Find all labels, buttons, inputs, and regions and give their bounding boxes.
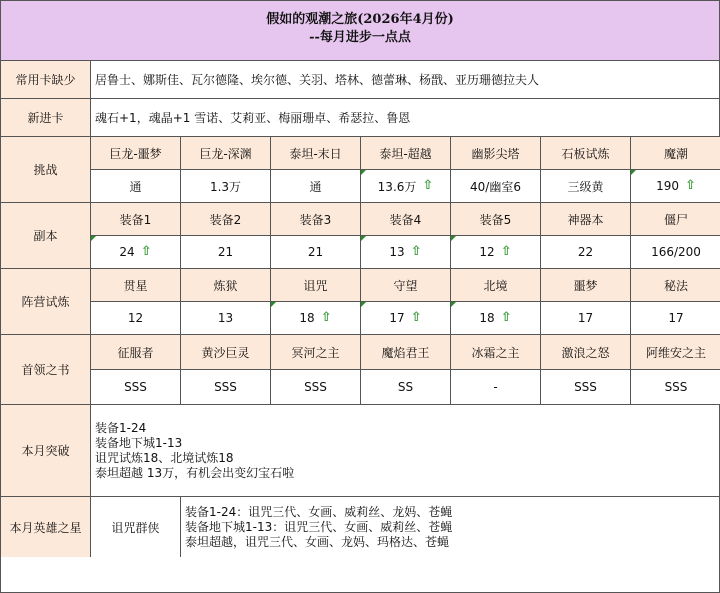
value-cell (181, 370, 271, 404)
value-text: 166/200 (651, 245, 701, 259)
new-cards-label: 新进卡 (1, 99, 91, 136)
boss-book-label: 首领之书 (1, 335, 91, 404)
value-text: 21 (217, 245, 234, 259)
up-arrow-icon: ⇧ (140, 244, 152, 259)
value-cell (91, 302, 181, 334)
hero-star-list (181, 497, 719, 557)
missing-cards-row (1, 61, 719, 99)
value-text: 17 (389, 311, 405, 325)
faction-header-row (91, 269, 720, 301)
breakthrough-line: 装备1-24 (95, 420, 147, 435)
value-cell (271, 370, 361, 404)
value-text: 40/幽室6 (470, 179, 521, 194)
header-cell: 幽影尖塔 (451, 137, 541, 169)
value-text: - (493, 380, 498, 394)
breakthrough-row (1, 405, 719, 497)
up-arrow-icon: ⇧ (320, 310, 332, 325)
value-cell (541, 302, 631, 334)
value-cell (361, 302, 451, 334)
value-cell (541, 170, 631, 202)
hero-star-row (1, 497, 719, 557)
breakthrough-list (91, 405, 719, 496)
up-arrow-icon: ⇧ (500, 310, 512, 325)
header-cell: 装备1 (91, 203, 181, 235)
header-cell: 征服者 (91, 335, 181, 369)
dungeon-value-row (91, 235, 720, 268)
value-text: 18 (299, 311, 315, 325)
value-text: 通 (309, 179, 322, 194)
header-cell: 装备4 (361, 203, 451, 235)
header-cell: 石板试炼 (541, 137, 631, 169)
title-block (1, 1, 719, 61)
new-cards-row (1, 99, 719, 137)
boss-book-grid (91, 335, 720, 404)
faction-label: 阵营试炼 (1, 269, 91, 334)
header-cell: 巨龙-深渊 (181, 137, 271, 169)
header-cell: 贯星 (91, 269, 181, 301)
value-cell (181, 302, 271, 334)
value-text: 通 (129, 179, 142, 194)
value-cell (451, 370, 541, 404)
value-cell (451, 170, 541, 202)
value-text: 18 (479, 311, 495, 325)
value-text: 21 (307, 245, 324, 259)
dungeon-row (1, 203, 719, 269)
value-text: 17 (577, 311, 594, 325)
value-cell (91, 170, 181, 202)
value-cell (631, 236, 720, 268)
header-cell: 炼狱 (181, 269, 271, 301)
header-cell: 巨龙-噩梦 (91, 137, 181, 169)
header-cell: 北境 (451, 269, 541, 301)
breakthrough-line: 诅咒试炼18、北境试炼18 (95, 450, 234, 465)
value-cell (361, 370, 451, 404)
hero-star-line: 装备1-24：诅咒三代、女画、威莉丝、龙妈、苍蝇 (185, 504, 453, 519)
header-cell: 阿维安之主 (631, 335, 720, 369)
header-cell: 神器本 (541, 203, 631, 235)
value-cell (271, 236, 361, 268)
dungeon-grid (91, 203, 720, 268)
dungeon-label: 副本 (1, 203, 91, 268)
value-cell (541, 236, 631, 268)
boss-book-value-row (91, 369, 720, 404)
faction-value-row (91, 301, 720, 334)
value-text: 13 (217, 311, 234, 325)
header-cell: 僵尸 (631, 203, 720, 235)
header-cell: 魔焰君王 (361, 335, 451, 369)
header-cell: 泰坦-超越 (361, 137, 451, 169)
page-title: 假如的观潮之旅(2026年4月份) (266, 12, 454, 27)
header-cell: 泰坦-末日 (271, 137, 361, 169)
value-text: SSS (664, 380, 688, 394)
value-cell (451, 236, 541, 268)
header-cell: 诅咒 (271, 269, 361, 301)
header-cell: 冥河之主 (271, 335, 361, 369)
breakthrough-line: 泰坦超越 13万，有机会出变幻宝石啦 (95, 465, 295, 480)
hero-star-name: 诅咒群侠 (91, 497, 181, 557)
value-text: 22 (577, 245, 594, 259)
value-cell (631, 370, 720, 404)
value-text: 三级黄 (567, 179, 604, 194)
missing-cards-label: 常用卡缺少 (1, 61, 91, 98)
value-cell (631, 170, 720, 202)
value-cell (181, 170, 271, 202)
hero-star-line: 泰坦超越，诅咒三代、女画、龙妈、玛格达、苍蝇 (185, 534, 450, 549)
value-text: SSS (214, 380, 237, 394)
value-text: 17 (668, 311, 684, 325)
value-text: SSS (304, 380, 327, 394)
value-text: SSS (574, 380, 597, 394)
up-arrow-icon: ⇧ (422, 178, 434, 193)
value-text: 12 (127, 311, 144, 325)
value-text: 13 (389, 245, 405, 259)
hero-star-label: 本月英雄之星 (1, 497, 91, 557)
up-arrow-icon: ⇧ (410, 310, 422, 325)
header-cell: 黄沙巨灵 (181, 335, 271, 369)
header-cell: 噩梦 (541, 269, 631, 301)
value-text: 24 (119, 245, 135, 259)
value-text: 13.6万 (377, 179, 417, 194)
faction-row (1, 269, 719, 335)
breakthrough-line: 装备地下城1-13 (95, 435, 183, 450)
value-cell (91, 236, 181, 268)
header-cell: 秘法 (631, 269, 720, 301)
breakthrough-label: 本月突破 (1, 405, 91, 496)
value-cell (181, 236, 271, 268)
up-arrow-icon: ⇧ (500, 244, 512, 259)
header-cell: 冰霜之主 (451, 335, 541, 369)
value-cell (631, 302, 720, 334)
boss-book-header-row (91, 335, 720, 369)
challenge-label: 挑战 (1, 137, 91, 202)
up-arrow-icon: ⇧ (410, 244, 422, 259)
value-cell (541, 370, 631, 404)
page-subtitle: --每月进步一点点 (309, 30, 411, 45)
value-cell (271, 302, 361, 334)
value-cell (271, 170, 361, 202)
faction-grid (91, 269, 720, 334)
value-text: 12 (479, 245, 495, 259)
value-cell (361, 236, 451, 268)
value-cell (451, 302, 541, 334)
value-text: SS (397, 380, 414, 394)
header-cell: 激浪之怒 (541, 335, 631, 369)
missing-cards-value: 居鲁士、娜斯佳、瓦尔德隆、埃尔德、关羽、塔林、德蕾琳、杨戬、亚历珊德拉夫人 (95, 73, 540, 87)
header-cell: 装备2 (181, 203, 271, 235)
value-text: 1.3万 (209, 179, 242, 194)
header-cell: 守望 (361, 269, 451, 301)
up-arrow-icon: ⇧ (685, 178, 696, 193)
header-cell: 装备5 (451, 203, 541, 235)
value-cell (91, 370, 181, 404)
hero-star-line: 装备地下城1-13：诅咒三代、女画、威莉丝、苍蝇 (185, 519, 453, 534)
challenge-grid (91, 137, 720, 202)
challenge-header-row (91, 137, 720, 169)
dungeon-header-row (91, 203, 720, 235)
header-cell: 魔潮 (631, 137, 720, 169)
value-cell (361, 170, 451, 202)
new-cards-value: 魂石+1，魂晶+1 雪诺、艾莉亚、梅丽珊卓、希瑟拉、鲁恩 (95, 111, 411, 125)
challenge-value-row (91, 169, 720, 202)
value-text: SSS (124, 380, 147, 394)
boss-book-row (1, 335, 719, 405)
header-cell: 装备3 (271, 203, 361, 235)
challenge-row (1, 137, 719, 203)
value-text: 190 (656, 179, 679, 193)
